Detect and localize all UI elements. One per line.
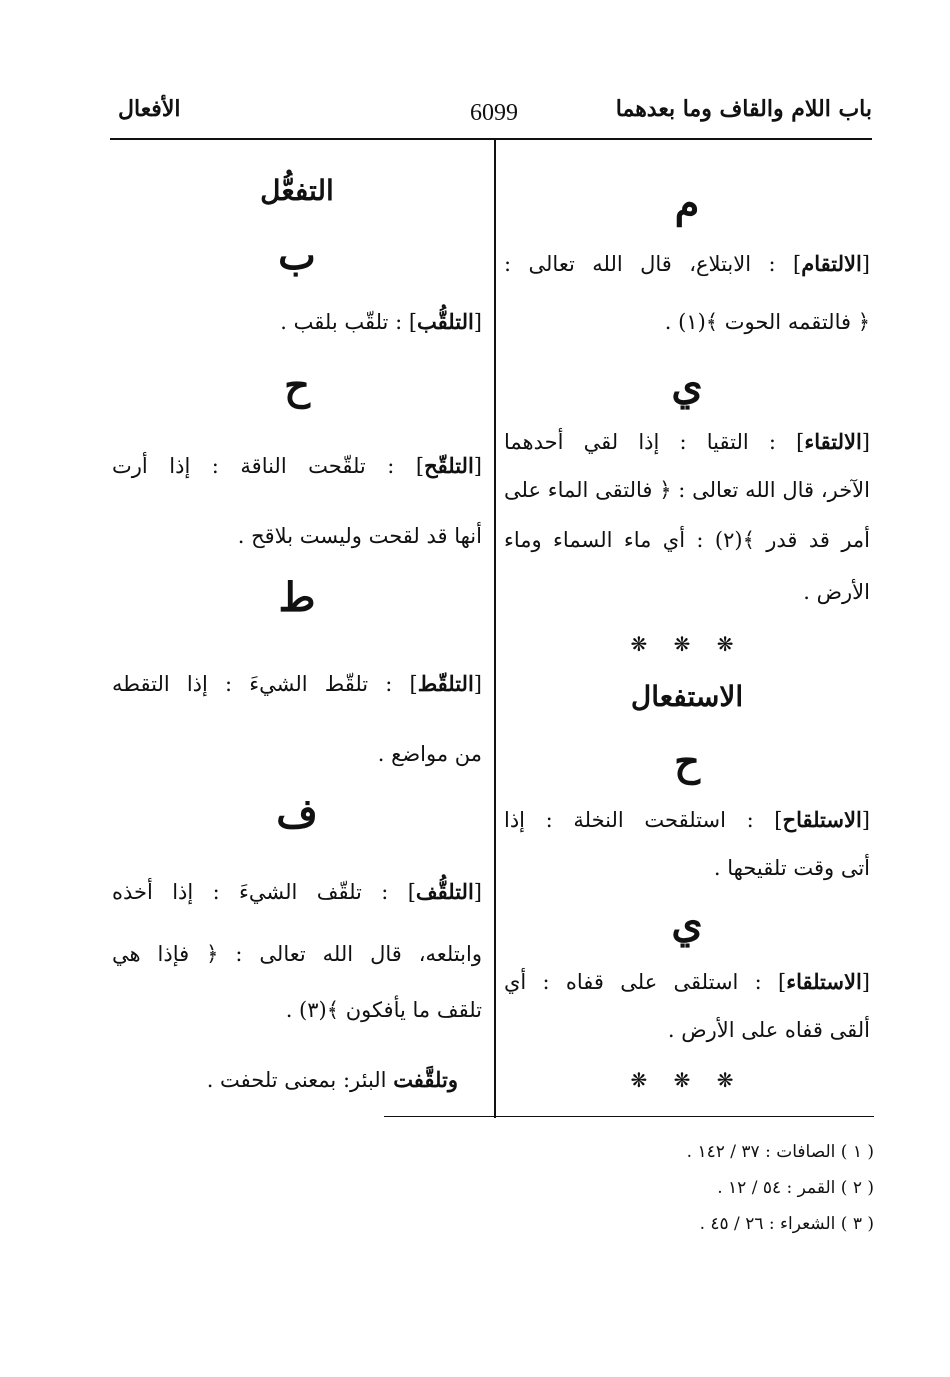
entry-istilqa: [الاستلقاء] : استلقى على قفاه : أي — [504, 969, 870, 994]
headword: الاستلقاء — [786, 969, 862, 994]
entry-istilqah: [الاستلقاح] : استلقحت النخلة : إذا — [504, 807, 870, 832]
entry-iltiqa: [الالتقاء] : التقيا : إذا لقي أحدهما — [504, 429, 870, 454]
letter-heading-h: ح — [284, 362, 310, 409]
headword: الالتقاء — [804, 429, 862, 454]
page-number: 6099 — [470, 100, 518, 126]
header-rule — [110, 138, 872, 140]
headword: الالتقام — [801, 251, 862, 276]
entry-text: ] : الابتلاع، قال الله تعالى : — [504, 252, 802, 276]
entry-line: الآخر، قال الله تعالى : ﴿ فالتقى الماء على — [504, 478, 870, 502]
entry-iltiqam: [الالتقام] : الابتلاع، قال الله تعالى : — [504, 251, 870, 276]
headword: وتلقَّفت — [393, 1067, 458, 1092]
letter-heading-y: ي — [671, 900, 703, 947]
entry-text: ] : استلقى على قفاه : أي — [504, 970, 787, 994]
letter-heading-m: م — [674, 180, 700, 227]
entry-text: ] : تلقّف الشيءَ : إذا أخذه — [112, 880, 416, 904]
footnotes — [374, 1134, 874, 1242]
entry-line: أمر قد قدر ﴾(٢) : أي ماء السماء وماء — [504, 528, 870, 552]
running-head — [110, 96, 872, 136]
entry-talaqquh: [التلقّح] : تلقّحت الناقة : إذا أرت — [112, 453, 482, 478]
headword: التلقُّف — [415, 879, 474, 904]
footnote-3: ( ٣ ) الشعراء : ٢٦ / ٤٥ . — [699, 1214, 874, 1234]
letter-heading-y: ي — [671, 362, 703, 409]
entry-line: أنها قد لقحت وليست بلاقح . — [237, 524, 482, 548]
entry-text: ] : استلقحت النخلة : إذا — [504, 808, 783, 832]
entry-line: أتى وقت تلقيحها . — [713, 856, 870, 880]
entry-talaqqub: [التلقُّب] : تلقّب بلقب . — [280, 309, 482, 334]
entry-line: ﴿ فالتقمه الحوت ﴾(١) . — [664, 310, 870, 334]
entry-talaqqut: [التلقّط] : تلقّط الشيءَ : إذا التقطه — [112, 671, 482, 696]
entry-line: من مواضع . — [377, 742, 482, 766]
entry-text: ] : تلقّط الشيءَ : إذا التقطه — [112, 672, 418, 696]
footnote-2: ( ٢ ) القمر : ٥٤ / ١٢ . — [717, 1178, 874, 1198]
footnote-rule — [384, 1116, 874, 1117]
section-title: الاستفعال — [630, 680, 744, 713]
entry-text: ] : تلقّحت الناقة : إذا أرت — [112, 454, 425, 478]
column-divider — [494, 140, 496, 1118]
chapter-title: باب اللام والقاف وما بعدهما — [615, 96, 872, 122]
entry-line: وابتلعه، قال الله تعالى : ﴿ فإذا هي — [112, 942, 482, 966]
headword: التلقُّب — [417, 309, 474, 334]
footnote-1: ( ١ ) الصافات : ٣٧ / ١٤٢ . — [686, 1142, 874, 1162]
entry-text: ] : تلقّب بلقب . — [280, 310, 418, 334]
entry-text: ] : التقيا : إذا لقي أحدهما — [504, 430, 805, 454]
letter-heading-t: ط — [278, 574, 316, 621]
letter-heading-h: ح — [674, 738, 700, 785]
entry-talaqquf: [التلقُّف] : تلقّف الشيءَ : إذا أخذه — [112, 879, 482, 904]
section-heading: الأفعال — [118, 96, 181, 122]
headword: التلقّح — [424, 453, 474, 478]
section-separator: ❋ ❋ ❋ — [630, 1068, 744, 1092]
headword: الاستلقاح — [782, 807, 862, 832]
section-title: التفعُّل — [260, 174, 334, 207]
entry-talaqqafat — [112, 1060, 482, 1100]
letter-heading-f: ف — [276, 790, 318, 837]
entry-line: ألقى قفاه على الأرض . — [667, 1018, 870, 1042]
section-separator: ❋ ❋ ❋ — [630, 632, 744, 656]
entry-line: تلقف ما يأفكون ﴾(٣) . — [285, 998, 482, 1022]
entry-text: البئر: بمعنى تلحفت . — [206, 1068, 394, 1092]
entry-line: الأرض . — [803, 580, 870, 604]
letter-heading-b: ب — [278, 232, 316, 279]
headword: التلقّط — [417, 671, 474, 696]
